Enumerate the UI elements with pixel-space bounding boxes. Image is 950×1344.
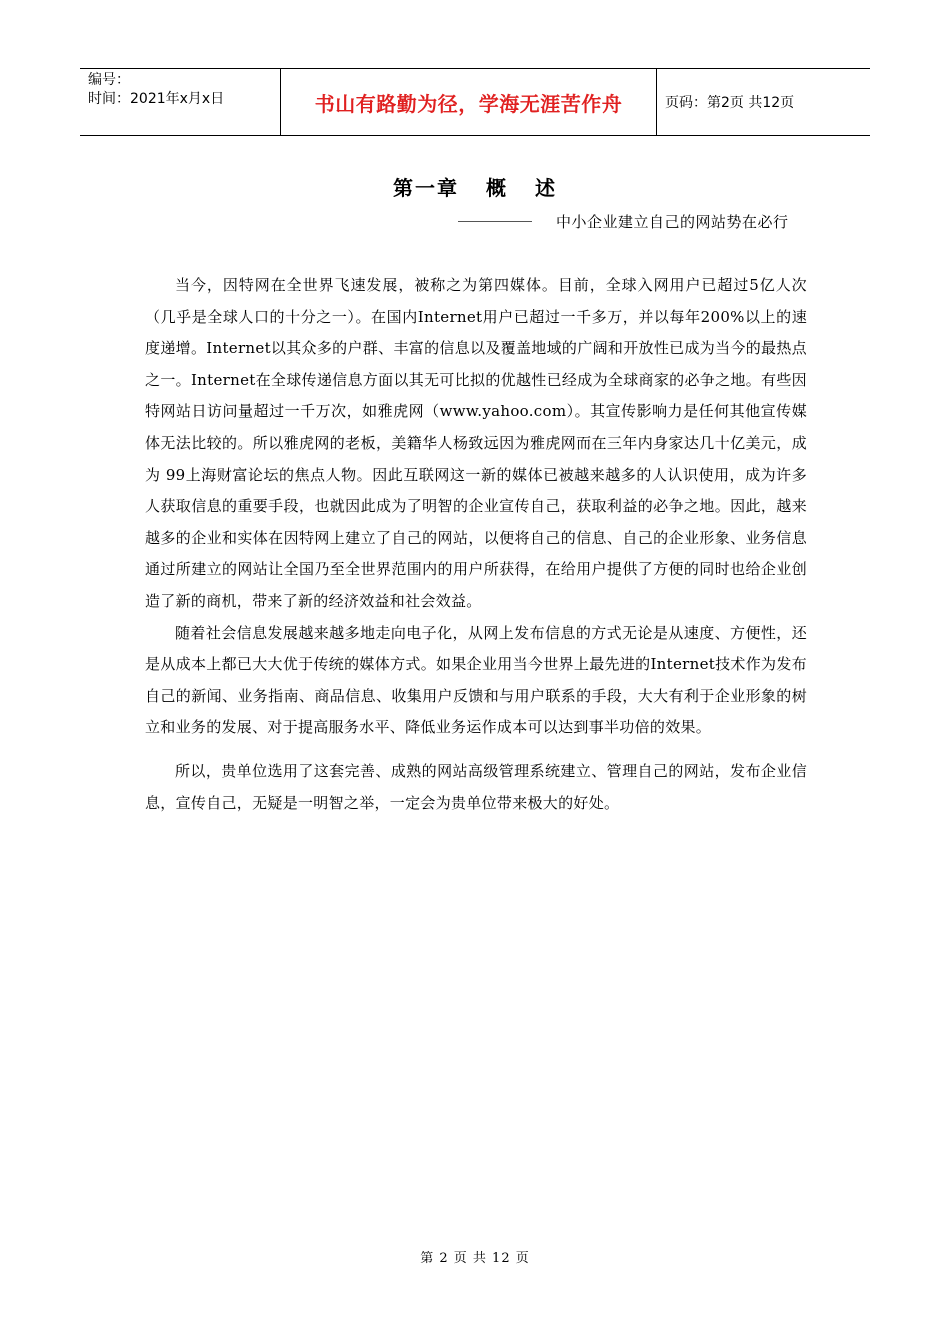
paragraph-2: 随着社会信息发展越来越多地走向电子化，从网上发布信息的方式无论是从速度、方便性，还是从成本上都已大大优于传统的媒体方式。如果企业用当今世界上最先进的Internet技术作为发布自己的新闻、业务指南、商品信息、收集用户反馈和与用户联系的手段，大大有利于企业形象的树立和业务的发展、对于提高服务水平、降低业务运作成本可以达到事半功倍的效果。: [145, 623, 807, 737]
header-motto: 书山有路勤为径，学海无涯苦作舟: [281, 69, 657, 135]
chapter-subtitle-row: [458, 210, 808, 232]
paragraph-3: 所以，贵单位选用了这套完善、成熟的网站高级管理系统建立、管理自己的网站，发布企业信息，宣传自己，无疑是一明智之举，一定会为贵单位带来极大的好处。: [145, 761, 807, 812]
chapter-subtitle: 中小企业建立自己的网站势在必行: [556, 212, 789, 231]
document-time-label: 时间：2021年x月x日: [88, 91, 225, 107]
page-footer: 第 2 页 共 12 页: [420, 1251, 530, 1266]
chapter-title: 第一章 概 述: [393, 176, 557, 200]
subtitle-rule: [458, 221, 532, 222]
header-left-cell: [80, 69, 281, 135]
document-number-label: 编号：: [88, 72, 130, 88]
header-page-info: 页码：第2页 共12页: [665, 95, 795, 111]
paragraph-1: 当今，因特网在全世界飞速发展，被称之为第四媒体。目前，全球入网用户已超过5亿人次（几乎是全球人口的十分之一）。在国内Internet用户已超过一千多万，并以每年200%以上的速度递增。Internet以其众多的户群、丰富的信息以及覆盖地域的广阔和开放性已成为当今的最热点之一。Internet在全球传递信息方面以其无可比拟的优越性已经成为全球商家的必争之地。有些因特网站日访问量超过一千万次，如雅虎网（www.yahoo.com）。其宣传影响力是任何其他宣传媒体无法比较的。所以雅虎网的老板，美籍华人杨致远因为雅虎网而在三年内身家达几十亿美元，成为 99上海财富论坛的焦点人物。因此互联网这一新的媒体已被越来越多的人认识使用，成为许多人获取信息的重要手段，也就因此成为了明智的企业宣传自己，获取利益的必争之地。因此，越来越多的企业和实体在因特网上建立了自己的网站，以便将自己的信息、自己的企业形象、业务信息通过所建立的网站让全国乃至全世界范围内的用户所获得，在给用户提供了方便的同时也给企业创造了新的商机，带来了新的经济效益和社会效益。: [145, 276, 807, 610]
document-header-table: [80, 68, 870, 136]
body-text: [145, 270, 807, 819]
